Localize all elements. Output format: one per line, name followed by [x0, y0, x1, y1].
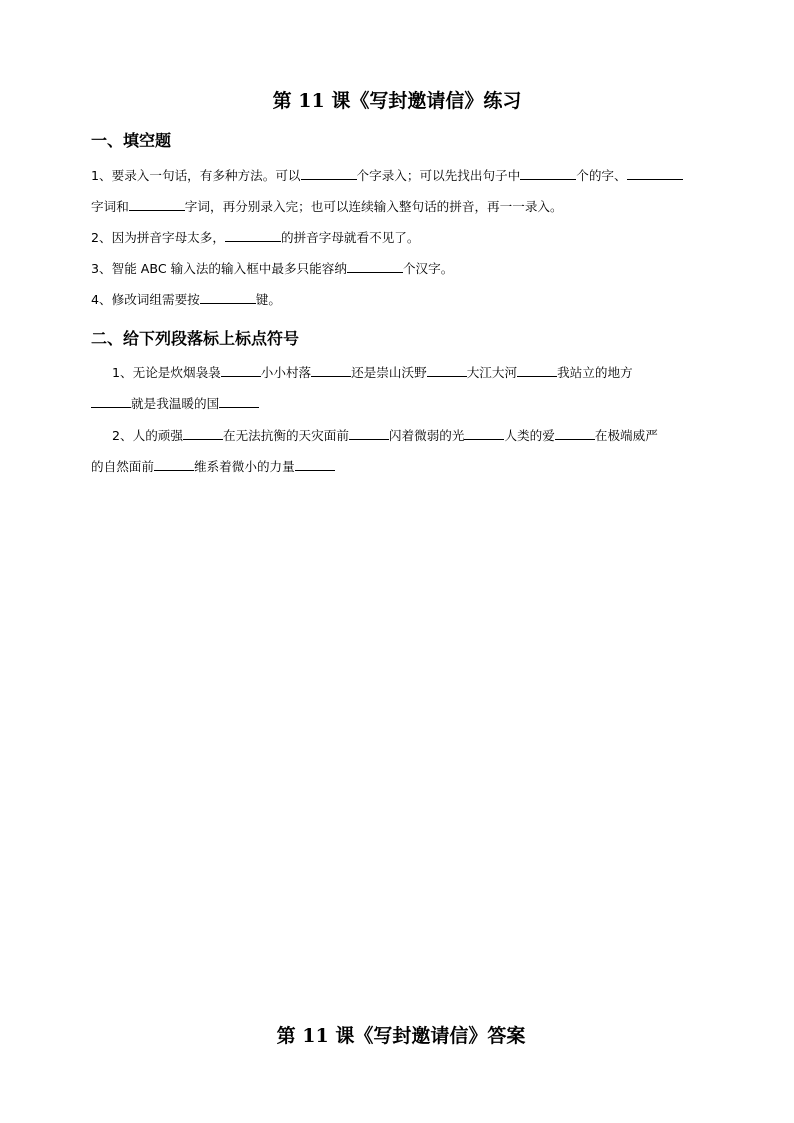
- text: 维系着微小的力量: [193, 459, 295, 474]
- text: 我站立的地方: [557, 365, 633, 380]
- answer-blank[interactable]: [301, 166, 357, 180]
- question-3: [91, 259, 453, 278]
- text: 大江大河: [466, 365, 518, 380]
- text: 4、修改词组需要按: [91, 292, 200, 307]
- answer-blank[interactable]: [154, 457, 194, 471]
- answer-blank[interactable]: [555, 426, 595, 440]
- section-heading-fill-in: 一、填空题: [91, 131, 172, 150]
- text: 就是我温暖的国: [131, 396, 220, 411]
- text: 1、要录入一句话，有多种方法。可以: [91, 168, 301, 183]
- answer-blank[interactable]: [427, 363, 467, 377]
- answer-blank[interactable]: [517, 363, 557, 377]
- question-2: [91, 228, 419, 247]
- text: 个汉字。: [402, 261, 454, 276]
- text: 字词和: [91, 199, 129, 214]
- question-1-line-1: [91, 166, 683, 185]
- paragraph-1-line-2: [91, 394, 259, 413]
- text: 闪着微弱的光: [388, 428, 465, 443]
- section-heading-punctuation: 二、给下列段落标上标点符号: [91, 329, 300, 348]
- text: 2、因为拼音字母太多，: [91, 230, 225, 245]
- text: 在极端威严: [594, 428, 658, 443]
- paragraph-1-line-1: [112, 363, 633, 382]
- text: 的自然面前: [91, 459, 154, 474]
- answer-title: 第 11 课《写封邀请信》答案: [276, 1025, 526, 1047]
- answer-blank[interactable]: [221, 363, 261, 377]
- text: 个字录入；可以先找出句子中: [356, 168, 521, 183]
- answer-blank[interactable]: [183, 426, 223, 440]
- answer-blank[interactable]: [347, 259, 403, 273]
- answer-blank[interactable]: [225, 228, 281, 242]
- text: 个的字、: [576, 168, 627, 183]
- paragraph-2-line-1: [112, 426, 658, 445]
- question-1-line-2: [91, 197, 563, 216]
- answer-blank[interactable]: [311, 363, 351, 377]
- page-title: 第 11 课《写封邀请信》练习: [272, 90, 522, 112]
- text: 3、智能 ABC 输入法的输入框中最多只能容纳: [91, 261, 347, 276]
- text: 1、无论是炊烟袅袅: [112, 365, 221, 380]
- answer-blank[interactable]: [129, 197, 185, 211]
- text: 人类的爱: [504, 428, 555, 443]
- answer-blank[interactable]: [627, 166, 683, 180]
- answer-blank[interactable]: [91, 394, 131, 408]
- text: 还是崇山沃野: [351, 365, 427, 380]
- text: 键。: [255, 292, 281, 307]
- answer-blank[interactable]: [464, 426, 504, 440]
- answer-blank[interactable]: [219, 394, 259, 408]
- text: 字词，再分别录入完；也可以连续输入整句话的拼音，再一一录入。: [184, 199, 563, 214]
- answer-blank[interactable]: [520, 166, 576, 180]
- text: 2、人的顽强: [112, 428, 183, 443]
- answer-blank[interactable]: [200, 290, 256, 304]
- answer-blank[interactable]: [349, 426, 389, 440]
- text: 小小村落: [260, 365, 312, 380]
- question-4: [91, 290, 281, 309]
- answer-blank[interactable]: [295, 457, 335, 471]
- text: 在无法抗衡的天灾面前: [222, 428, 349, 443]
- paragraph-2-line-2: [91, 457, 335, 476]
- text: 的拼音字母就看不见了。: [280, 230, 420, 245]
